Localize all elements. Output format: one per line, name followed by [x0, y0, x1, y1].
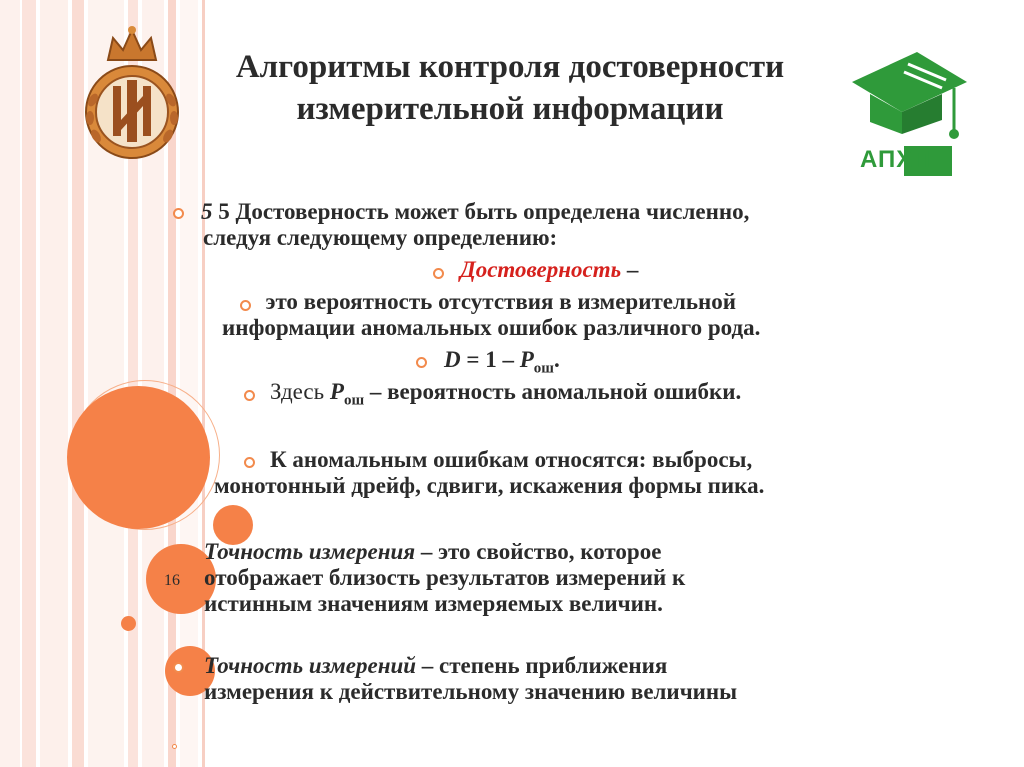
term-dash: – — [621, 257, 639, 282]
here-rest: – вероятность аномальной ошибки. — [364, 379, 742, 404]
accuracy-rest-1: – это свойство, которое — [415, 539, 662, 564]
here-sub: ош — [343, 392, 365, 409]
bullet-dot — [416, 357, 427, 368]
bullet-dot — [433, 268, 444, 279]
definition-text-line-1: это вероятность отсутствия в измерительной — [254, 289, 737, 314]
bullet-dot — [244, 457, 255, 468]
decor-circle-large — [67, 386, 210, 529]
definition-intro-line-2: следуя следующему определению: — [203, 225, 558, 250]
accuracy-definition-1-line-2: отображает близость результатов измерений к — [204, 565, 686, 590]
accuracy-definition-1-line-3: истинным значениям измеряемых величин. — [204, 591, 663, 616]
anomaly-line-1: К аномальным ошибкам относятся: выбросы, — [270, 447, 753, 472]
definition-text-line-2: информации аномальных ошибок различного рода. — [222, 315, 761, 340]
page-number: 16 — [164, 572, 180, 589]
accuracy-definition-2-line-2: измерения к действительному значению величины — [204, 679, 738, 704]
bullet-dot — [240, 300, 251, 311]
here-prefix: Здесь — [270, 379, 330, 404]
term-reliability: Достоверность — [460, 257, 622, 282]
accuracy-rest-2: – степень приближения — [416, 653, 668, 678]
title-line-2: измерительной информации — [296, 91, 724, 127]
apkhp-logo — [842, 42, 972, 182]
formula-p: P — [519, 347, 534, 372]
logo-text: АПХП — [860, 146, 932, 173]
formula-eq: = 1 – — [460, 347, 520, 372]
accuracy-definition-2-line-1 — [204, 652, 667, 679]
slide-title — [170, 46, 850, 130]
accuracy-term-1: Точность измерения — [204, 539, 416, 564]
accuracy-definition-1-line-1 — [204, 538, 661, 565]
accuracy-term-2: Точность измерений — [204, 653, 417, 678]
formula-sub: ош — [533, 360, 554, 377]
formula-d: D — [444, 347, 461, 372]
title-line-1: Алгоритмы контроля достоверности — [235, 49, 785, 85]
definition-intro-line-1 — [201, 198, 749, 225]
item-number: 5 — [201, 199, 213, 224]
decor-circle-tiny — [121, 616, 136, 631]
definition-term — [460, 256, 638, 283]
bullet-dot — [244, 390, 255, 401]
bullet-dot-empty — [172, 744, 177, 749]
here-p: P — [329, 379, 344, 404]
formula-end: . — [553, 347, 560, 372]
here-line — [270, 378, 741, 415]
intro-text: 5 Достоверность может быть определена численно, — [212, 199, 750, 224]
anomaly-line-2: монотонный дрейф, сдвиги, искажения формы пика. — [214, 473, 765, 498]
bullet-dot — [173, 662, 184, 673]
bullet-dot — [173, 208, 184, 219]
